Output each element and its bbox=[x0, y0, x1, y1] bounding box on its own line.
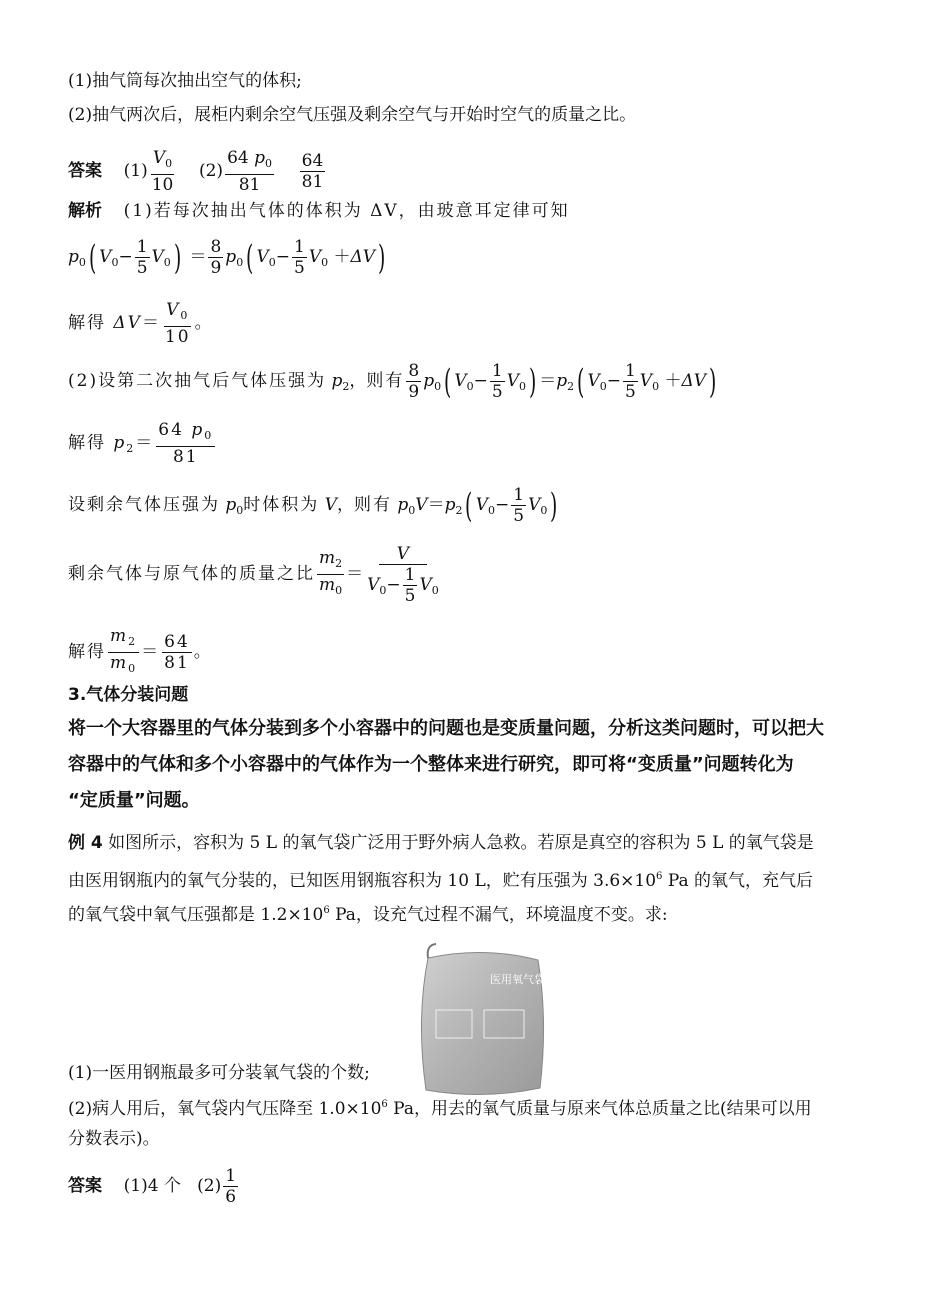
example-question-2-cont: 分数表示)。 bbox=[68, 1129, 160, 1149]
answer-1-fraction: $\frac{V_0}{10}$ bbox=[151, 148, 174, 195]
answer-2-fraction: $\frac{64 p_0}{81}$ bbox=[227, 148, 273, 195]
equation-3: 设剩余气体压强为 $p_0$时体积为 V，则有 $p_0V=p_2$( $V_0-$ $\frac{1}{5}$ $V_0$) bbox=[68, 485, 558, 526]
equation-4: 剩余气体与原气体的质量之比 $\frac{m_2}{m_0}$ ＝ V $V_0-$ $\frac{1}{5}$ $V_0$ bbox=[68, 543, 439, 606]
example-line-2: 由医用钢瓶内的氧气分装的，已知医用钢瓶容积为 10 L，贮有压强为 $3.6\times 10^6$ Pa 的氧气，充气后 bbox=[68, 871, 814, 891]
question-2: (2)抽气两次后，展柜内剩余空气压强及剩余空气与开始时空气的质量之比。 bbox=[68, 105, 637, 125]
section-3-para-line-3: “定质量”问题。 bbox=[68, 790, 200, 811]
example-line-3: 的氧气袋中氧气压强都是 $1.2\times 10^6$ Pa，设充气过程不漏气，环境温度不变。求: bbox=[68, 905, 668, 925]
example-line-1: 例 4 如图所示，容积为 5 L 的氧气袋广泛用于野外病人急救。若原是真空的容积为 5 L 的氧气袋是 bbox=[68, 833, 814, 853]
oxygen-bag-image bbox=[408, 940, 558, 1100]
answer-label: 答案 bbox=[68, 161, 102, 181]
section-3-para-line-2: 容器中的气体和多个小容器中的气体作为一个整体来进行研究，即可将“变质量”问题转化为 bbox=[68, 754, 794, 775]
example-question-1: (1)一医用钢瓶最多可分装氧气袋的个数; bbox=[68, 1063, 370, 1083]
solve-p2: 解得 $p_2=$ $\frac{64 p_0}{81}$ bbox=[68, 420, 214, 467]
example-label: 例 4 bbox=[68, 833, 103, 853]
answer-line: 答案 (1) $\frac{V_0}{10}$ (2) $\frac{64 p_0}{81}$ $\frac{64}{81}$ bbox=[68, 148, 324, 195]
answer-2-ratio: $\frac{64}{81}$ bbox=[301, 151, 324, 192]
solve-dv: 解得 ΔV＝ $\frac{V_0}{10}$ 。 bbox=[68, 300, 214, 347]
question-1: (1)抽气筒每次抽出空气的体积; bbox=[68, 71, 302, 91]
final-answer-label: 答案 bbox=[68, 1176, 102, 1196]
section-3-title: 3.气体分装问题 bbox=[68, 685, 189, 705]
example-question-2: (2)病人用后，氧气袋内气压降至 $1.0\times 10^6$ Pa，用去的氧气质量与原来气体总质量之比(结果可以用 bbox=[68, 1099, 812, 1119]
analysis-line: 解析 (1)若每次抽出气体的体积为 ΔV，由玻意耳定律可知 bbox=[68, 201, 570, 221]
final-answer: 答案 (1)4 个 (2) $\frac{1}{6}$ bbox=[68, 1166, 237, 1207]
equation-1: $p_0$( $V_0-$ $\frac{1}{5}$ $V_0$) ＝ $\frac{8}{9}$ $p_0$( $V_0-$ $\frac{1}{5}$ $V_0 +\Delta V$) bbox=[68, 237, 386, 278]
equation-2: (2)设第二次抽气后气体压强为 $p_2$，则有 $\frac{8}{9}$ $p_0$( $V_0-$ $\frac{1}{5}$ $V_0) =p_2$( $V_0-$ $\frac{1}{5}$ $V_0 +\Delta V$) bbox=[68, 361, 717, 402]
bag-label: 医用氧气袋 bbox=[490, 973, 545, 986]
section-3-para-line-1: 将一个大容器里的气体分装到多个小容器中的问题也是变质量问题，分析这类问题时，可以把大 bbox=[68, 718, 824, 739]
solve-ratio: 解得 $\frac{m_2}{m_0}$ ＝ $\frac{64}{81}$ 。 bbox=[68, 626, 213, 675]
analysis-label: 解析 bbox=[68, 201, 102, 221]
